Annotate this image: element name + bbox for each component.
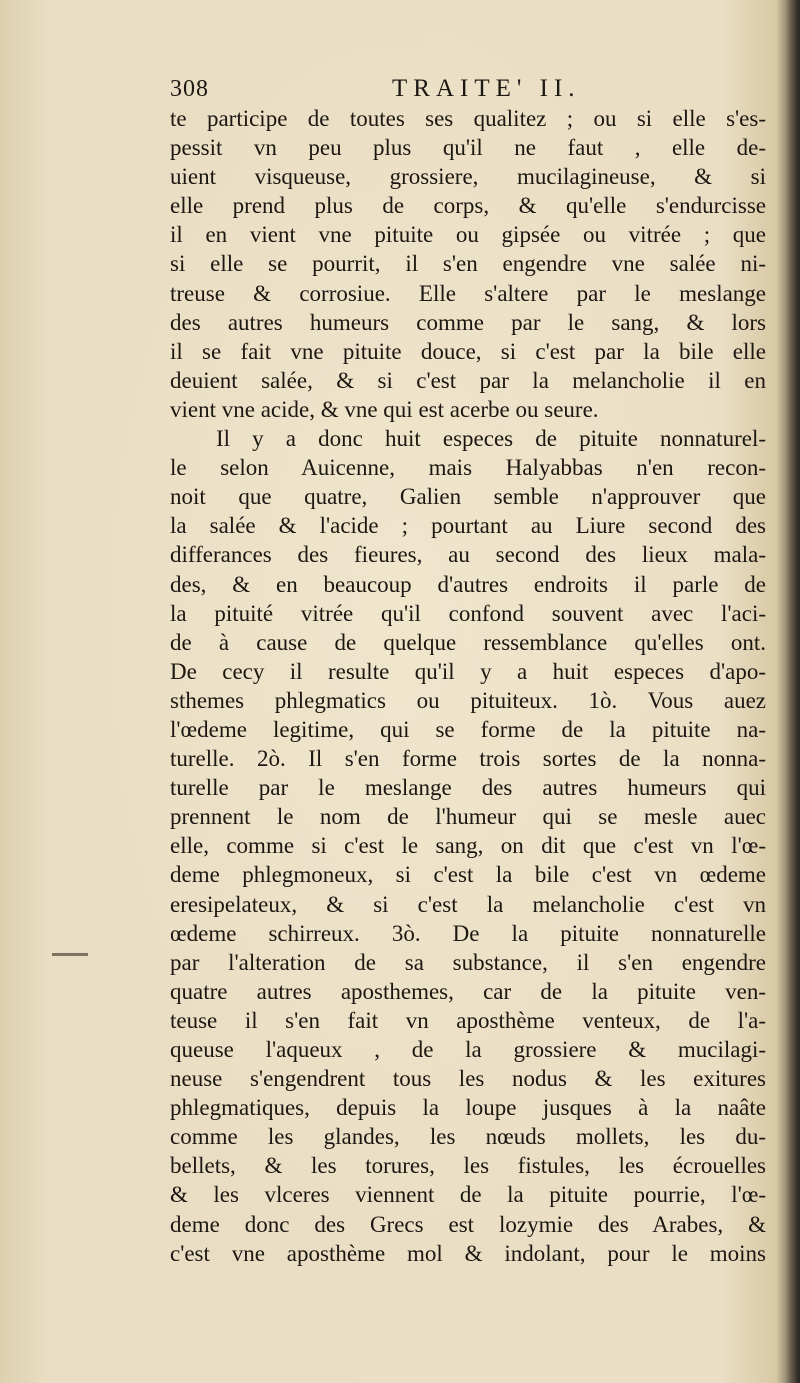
text-line: des autres humeurs comme par le sang, & lors [170,309,766,335]
text-line: turelle. 2ò. Il s'en forme trois sortes de la nonna- [170,746,766,772]
running-head [170,72,770,106]
body-text [170,104,766,1268]
text-line: il en vient vne pituite ou gipsée ou vitrée ; que [170,222,766,248]
text-line: le selon Auicenne, mais Halyabbas n'en recon- [170,455,766,481]
margin-mark [52,953,88,956]
text-line: differances des fieures, au second des lieux mala- [170,542,766,568]
text-line: eresipelateux, & si c'est la melancholie c'est vn [170,891,766,917]
text-line: elle, comme si c'est le sang, on dit que c'est vn l'œ- [170,833,766,859]
text-line: l'œdeme legitime, qui se forme de la pituite na- [170,716,766,742]
text-line: de à cause de quelque ressemblance qu'elles ont. [170,629,766,655]
text-line: & les vlceres viennent de la pituite pourrie, l'œ- [170,1182,766,1208]
text-line: bellets, & les torures, les fistules, les écrouelles [170,1153,766,1179]
text-line: deme phlegmoneux, si c'est la bile c'est vn œdeme [170,862,766,888]
text-line: turelle par le meslange des autres humeurs qui [170,775,766,801]
text-line: deme donc des Grecs est lozymie des Arabes, & [170,1211,766,1237]
text-line: comme les glandes, les nœuds mollets, les du- [170,1124,766,1150]
text-line: Il y a donc huit especes de pituite nonnaturel- [216,426,766,452]
text-line: teuse il s'en fait vn aposthème venteux, de l'a- [170,1007,766,1033]
text-line: uient visqueuse, grossiere, mucilagineuse, & si [170,164,766,190]
text-line: vient vne acide, & vne qui est acerbe ou seure. [170,396,599,422]
text-line: la pituité vitrée qu'il confond souvent avec l'aci- [170,600,766,626]
text-line: par l'alteration de sa substance, il s'en engendre [170,949,766,975]
text-line: neuse s'engendrent tous les nodus & les exitures [170,1066,766,1092]
text-line: deuient salée, & si c'est par la melancholie il en [170,367,766,393]
running-title: TRAITE' II. [392,75,581,102]
text-line: phlegmatiques, depuis la loupe jusques à la naâte [170,1095,766,1121]
page-edge-shadow [786,0,800,1383]
text-line: quatre autres aposthemes, car de la pituite ven- [170,978,766,1004]
text-line: te participe de toutes ses qualitez ; ou si elle s'es- [170,106,766,131]
text-line: prennent le nom de l'humeur qui se mesle auec [170,804,766,830]
text-line: queuse l'aqueux , de la grossiere & mucilagi- [170,1037,766,1062]
text-line: si elle se pourrit, il s'en engendre vne salée ni- [170,251,766,277]
text-line: pessit vn peu plus qu'il ne faut , elle de- [170,135,766,161]
text-line: il se fait vne pituite douce, si c'est par la bile elle [170,338,766,364]
text-line: De cecy il resulte qu'il y a huit especes d'apo- [170,658,766,684]
text-line: la salée & l'acide ; pourtant au Liure second des [170,513,766,539]
text-line: elle prend plus de corps, & qu'elle s'endurcisse [170,193,766,219]
text-line: c'est vne aposthème mol & indolant, pour le moins [170,1240,766,1266]
text-line: sthemes phlegmatics ou pituiteux. 1ò. Vous auez [170,687,766,713]
text-line: œdeme schirreux. 3ò. De la pituite nonnaturelle [170,920,766,946]
text-line: noit que quatre, Galien semble n'approuver que [170,484,766,510]
page-number: 308 [170,76,209,102]
text-line: des, & en beaucoup d'autres endroits il parle de [170,571,766,597]
text-line: treuse & corrosiue. Elle s'altere par le meslange [170,280,766,306]
